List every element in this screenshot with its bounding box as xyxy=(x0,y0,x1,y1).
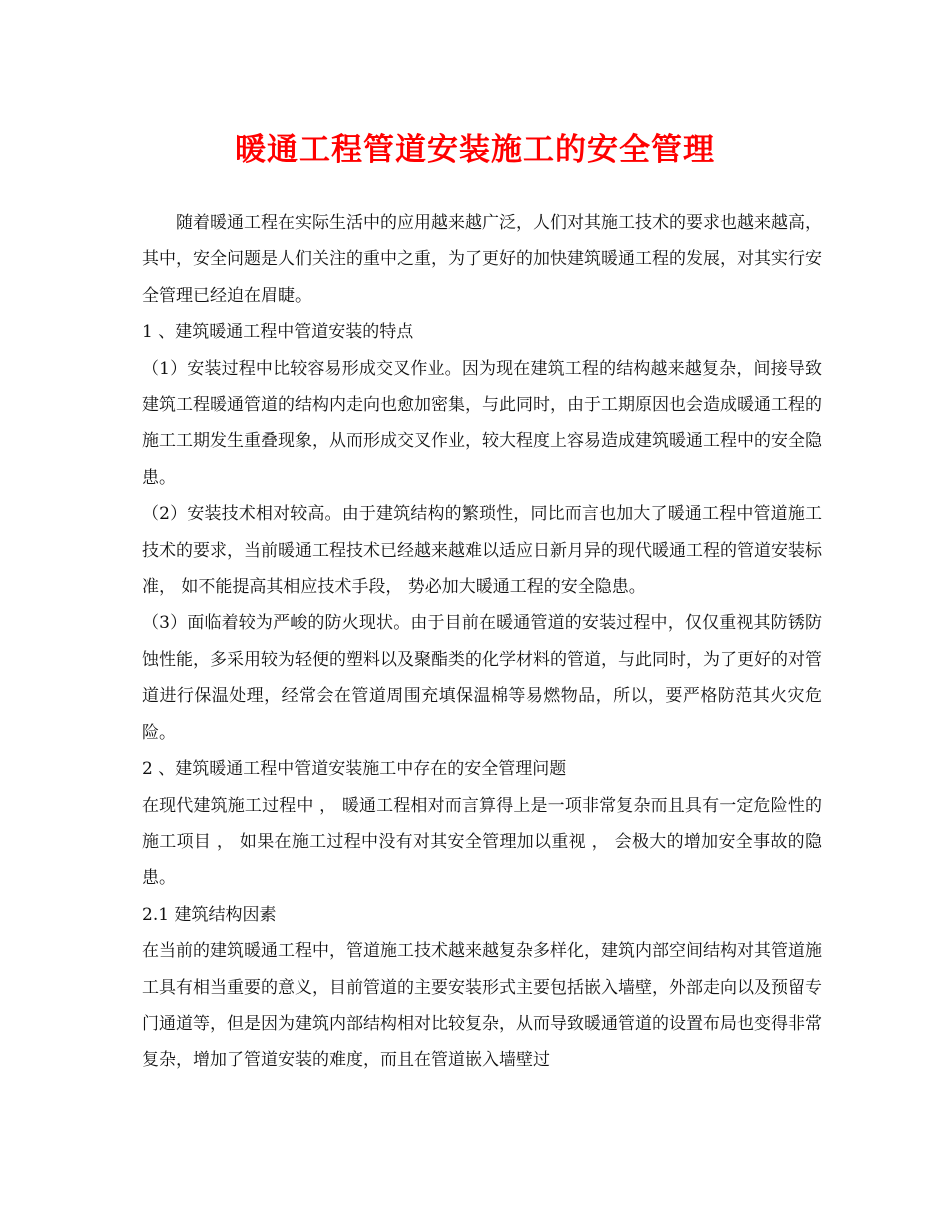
document-title: 暖通工程管道安装施工的安全管理 xyxy=(235,132,715,168)
feature-paragraph-3: （3）面临着较为严峻的防火现状。由于目前在暖通管道的安装过程中，仅仅重视其防锈防蚀性能，多采用较为轻便的塑料以及聚酯类的化学材料的管道，与此同时，为了更好的对管道进行保温处理，经常会在管道周围充填保温棉等易燃物品，所以，要严格防范其火灾危险。 xyxy=(142,613,822,743)
intro-paragraph: 随着暖通工程在实际生活中的应用越来越广泛，人们对其施工技术的要求也越来越高，其中，安全问题是人们关注的重中之重，为了更好的加快建筑暖通工程的发展，对其实行安全管理已经迫在眉睫。 xyxy=(142,213,822,306)
section-heading-2: 2 、建筑暖通工程中管道安装施工中存在的安全管理问题 xyxy=(142,759,567,780)
problems-paragraph: 在现代建筑施工过程中 ， 暖通工程相对而言算得上是一项非常复杂而且具有一定危险性的施工项目 ， 如果在施工过程中没有对其安全管理加以重视 ， 会极大的增加安全事故的隐患。 xyxy=(142,795,822,889)
document-body xyxy=(142,205,822,1079)
structure-paragraph: 在当前的建筑暖通工程中，管道施工技术越来越复杂多样化，建筑内部空间结构对其管道施工具有相当重要的意义，目前管道的主要安装形式主要包括嵌入墙壁，外部走向以及预留专门通道等，但是因为建筑内部结构相对比较复杂，从而导致暖通管道的设置布局也变得非常复杂，增加了管道安装的难度，而且在管道嵌入墙壁过 xyxy=(142,941,822,1071)
feature-paragraph-1: （1）安装过程中比较容易形成交叉作业。因为现在建筑工程的结构越来越复杂，间接导致建筑工程暖通管道的结构内走向也愈加密集，与此同时，由于工期原因也会造成暖通工程的施工工期发生重叠现象，从而形成交叉作业，较大程度上容易造成建筑暖通工程中的安全隐患。 xyxy=(142,358,822,488)
section-heading-1: 1 、建筑暖通工程中管道安装的特点 xyxy=(142,322,414,343)
subsection-heading-2-1: 2.1 建筑结构因素 xyxy=(142,904,277,925)
feature-paragraph-2: （2）安装技术相对较高。由于建筑结构的繁琐性，同比而言也加大了暖通工程中管道施工技术的要求，当前暖通工程技术已经越来越难以适应日新月异的现代暖通工程的管道安装标准， 如不能提高其相应技术手段， 势必加大暖通工程的安全隐患。 xyxy=(142,504,822,598)
